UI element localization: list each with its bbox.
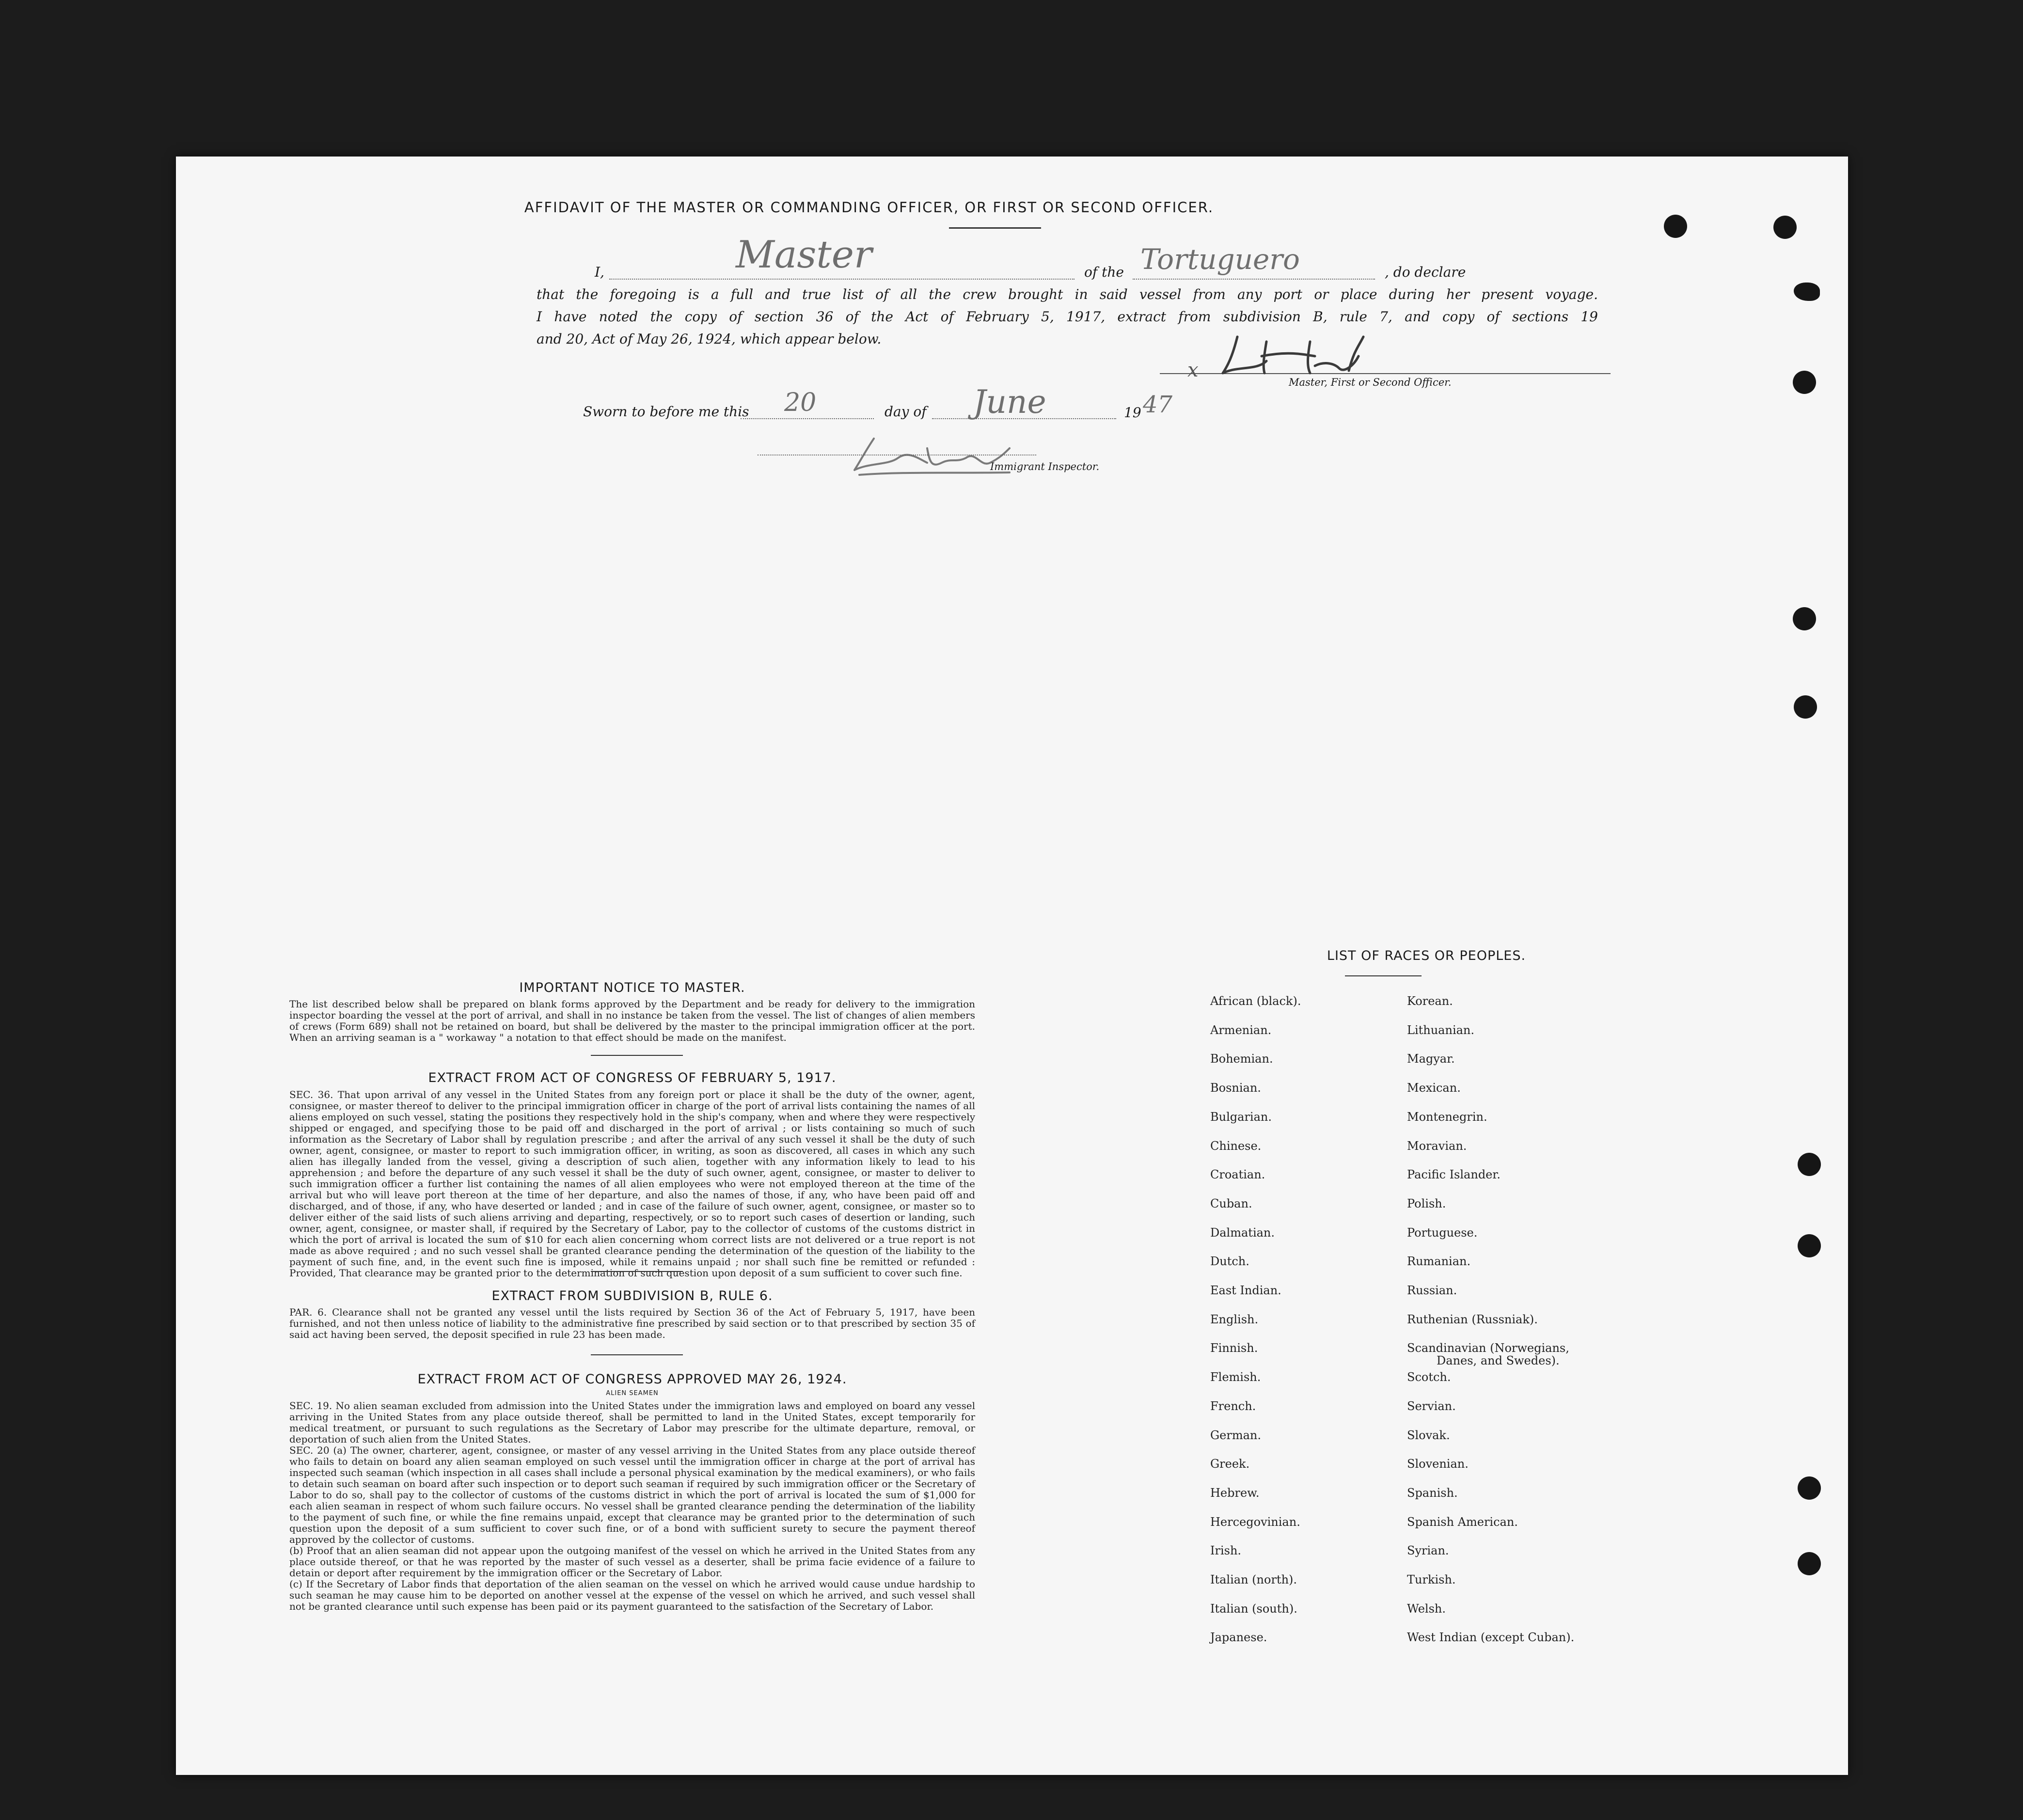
notice-text: The list described below shall be prepared on blank forms approved by the Department and be ready for delivery to the immigration inspector boarding the vessel at the port of arrival, and shall in no instance be taken from the vessel. The list of changes of alien members of crews (Form 689) shall not be retained on board, but shall be delivered by the master to the principal immigration officer at the port. When an arriving seaman is a " workaway " a notation to that effect should be made on the manifest.	[289, 998, 979, 1043]
extract-rule6-text: PAR. 6. Clearance shall not be granted any vessel until the lists required by Section 36 of the Act of February 5, 1917, have been furnished, and not then unless notice of liability to the administrative fine prescribed by said section or to that prescribed by section 35 of said act having been served, the deposit specified in rule 23 has been made.	[289, 1306, 979, 1340]
race-item: Flemish.	[1210, 1370, 1261, 1384]
race-item: Polish.	[1407, 1196, 1446, 1210]
race-item: Scandinavian (Norwegians, Danes, and Swedes).	[1407, 1341, 1569, 1368]
handwritten-year: 47	[1143, 391, 1173, 418]
punch-hole	[1773, 216, 1797, 239]
name-line	[609, 279, 1075, 280]
inspector-label: Immigrant Inspector.	[990, 461, 1100, 472]
race-item: Portuguese.	[1407, 1225, 1478, 1239]
punch-hole	[1794, 695, 1817, 719]
master-label: Master, First or Second Officer.	[1289, 377, 1452, 388]
punch-hole	[1793, 371, 1816, 394]
race-item: Cuban.	[1210, 1196, 1252, 1210]
race-item: Italian (south).	[1210, 1601, 1297, 1616]
section-rule	[591, 1055, 683, 1056]
race-item: Bosnian.	[1210, 1081, 1261, 1095]
sworn-day-line	[741, 418, 874, 419]
extract-1924-title: EXTRACT FROM ACT OF CONGRESS APPROVED MAY 26, 1924.	[417, 1372, 847, 1387]
races-title: LIST OF RACES OR PEOPLES.	[1327, 948, 1526, 963]
document-page	[176, 157, 1848, 1775]
race-item: Slovak.	[1407, 1428, 1450, 1442]
section-rule	[591, 1354, 683, 1355]
handwritten-name: Master	[736, 233, 872, 277]
race-item: German.	[1210, 1428, 1261, 1442]
extract-1917-text: SEC. 36. That upon arrival of any vessel in the United States from any foreign port or place it shall be the duty of the owner, agent, consignee, or master thereof to deliver to the principal immigration officer in charge of the port of arrival lists containing the names of all aliens employed on such vessel, stating the positions they respectively hold in the ship's company, when and where they were respectively shipped or engaged, and specifying those to be paid off and discharged in the port of arrival ; or lists containing so much of such information as the Secretary of Labor shall by regulation prescribe ; and after the arrival of any such vessel it shall be the duty of such owner, agent, consignee, or master to report to such immigration officer, in writing, as soon as discovered, all cases in which any such alien has illegally landed from the vessel, giving a description of such alien, together with any information likely to lead to his apprehension ; and before the departure of any such vessel it shall be the duty of such owner, agent, consignee, or master to deliver to such immigration officer a further list containing the names of all alien employees who were not employed thereon at the time of the arrival but who will leave port thereon at the time of her departure, and also the names of those, if any, who have been paid off and discharged, and of those, if any, who have deserted or landed ; and in case of the failure of such owner, agent, consignee, or master so to deliver either of the said lists of such aliens arriving and departing, respectively, or so to report such cases of desertion or landing, such owner, agent, consignee, or master shall, if required by the Secretary of Labor, pay to the collector of customs of the customs district in which the port of arrival is located the sum of $10 for each alien concerning whom correct lists are not delivered or a true report is not made as above required ; and no such vessel shall be granted clearance pending the determination of the question of the liability to the payment of such fine, and, in the event such fine is imposed, while it remains unpaid ; nor shall such fine be remitted or refunded : Provided, That clearance may be granted prior to the determination of such question upon deposit of a sum sufficient to cover such fine.	[289, 1089, 979, 1279]
race-item: Finnish.	[1210, 1341, 1258, 1355]
handwritten-day: 20	[784, 388, 817, 417]
race-item: Bulgarian.	[1210, 1110, 1272, 1124]
punch-hole	[1798, 1234, 1821, 1257]
race-item: East Indian.	[1210, 1284, 1281, 1297]
affidavit-declaration	[537, 261, 1598, 350]
extract-1924-text: SEC. 19. No alien seaman excluded from admission into the United States under the immigration laws and employed on board any vessel arriving in the United States from any place outside thereof, shall be permitted to land in the United States, except temporarily for medical treatment, or pursuant to such regulations as the Secretary of Labor may prescribe for the ultimate departure, removal, or deportation of such alien from the United States. SEC. 20 (a) The owner, charterer, agent, consignee, or master of any vessel arriving in the United States from any place outside thereof who fails to detain on board any alien seaman employed on such vessel until the immigration officer in charge at the port of arrival has inspected such seaman (which inspection in all cases shall include a personal physical examination by the medical examiners), or who fails to detain such seaman on board after such inspection or to deport such seaman if required by such immigration officer or the Secretary of Labor to do so, shall pay to the collector of customs of the customs district in which the port of arrival is located the sum of $1,000 for each alien seaman in respect of whom such failure occurs. No vessel shall be granted clearance pending the determination of the liability to the payment of such fine, or while the fine remains unpaid, except that clearance may be granted prior to the determination of such question upon the deposit of a sum sufficient to cover such fine, or of a bond with sufficient surety to secure the payment thereof approved by the collector of customs. (b) Proof that an alien seaman did not appear upon the outgoing manifest of the vessel on which he arrived in the United States from any place outside thereof, or that he was reported by the master of such vessel as a deserter, shall be prima facie evidence of a failure to detain or deport after requirement by the immigration officer or the Secretary of Labor. (c) If the Secretary of Labor finds that deportation of the alien seaman on the vessel on which he arrived would cause undue hardship to such seaman he may cause him to be deported on another vessel at the expense of the vessel on which he arrived, and such vessel shall not be granted clearance until such expense has been paid or its payment guaranteed to the satisfaction of the Secretary of Labor.	[289, 1400, 975, 1612]
race-item: Ruthenian (Russniak).	[1407, 1312, 1538, 1326]
race-item: Welsh.	[1407, 1601, 1446, 1616]
race-item: Syrian.	[1407, 1544, 1449, 1558]
punch-hole	[1664, 215, 1687, 238]
punch-hole	[1798, 1552, 1821, 1575]
race-item: Turkish.	[1407, 1573, 1456, 1586]
race-item: Dutch.	[1210, 1255, 1249, 1269]
x-mark: x	[1187, 359, 1199, 381]
race-item: Hercegovinian.	[1210, 1515, 1300, 1529]
race-item: Irish.	[1210, 1544, 1242, 1558]
race-item: Armenian.	[1210, 1023, 1272, 1037]
notice-title: IMPORTANT NOTICE TO MASTER.	[519, 980, 745, 995]
punch-hole	[1793, 607, 1816, 630]
section-rule	[591, 1271, 683, 1272]
race-item: Russian.	[1407, 1284, 1457, 1297]
vessel-line	[1133, 279, 1375, 280]
handwritten-vessel: Tortuguero	[1140, 243, 1300, 276]
year-prefix: 19	[1124, 405, 1141, 421]
sworn-label: Sworn to before me this	[583, 404, 749, 420]
extract-1917-title: EXTRACT FROM ACT OF CONGRESS OF FEBRUARY 5, 1917.	[428, 1070, 837, 1085]
extract-rule6-title: EXTRACT FROM SUBDIVISION B, RULE 6.	[491, 1288, 773, 1303]
race-item: Montenegrin.	[1407, 1110, 1487, 1124]
race-item: Italian (north).	[1210, 1573, 1297, 1586]
day-of-label: day of	[885, 404, 927, 420]
race-item: Spanish.	[1407, 1486, 1458, 1500]
race-item: Servian.	[1407, 1399, 1456, 1413]
title-rule	[949, 227, 1041, 229]
race-item: Croatian.	[1210, 1168, 1265, 1182]
race-item: Dalmatian.	[1210, 1225, 1275, 1239]
punch-hole	[1798, 1476, 1821, 1500]
race-item: Scotch.	[1407, 1370, 1451, 1384]
race-item: French.	[1210, 1399, 1256, 1413]
race-item: Bohemian.	[1210, 1052, 1273, 1066]
race-item: Mexican.	[1407, 1081, 1461, 1095]
do-declare-label: , do declare	[1385, 264, 1466, 280]
affidavit-title: AFFIDAVIT OF THE MASTER OR COMMANDING OFFICER, OR FIRST OR SECOND OFFICER.	[524, 199, 1214, 216]
punch-hole	[1798, 1153, 1821, 1176]
of-the-label: of the	[1084, 264, 1124, 280]
race-item: Pacific Islander.	[1407, 1168, 1501, 1182]
race-item: West Indian (except Cuban).	[1407, 1631, 1575, 1645]
race-item: Slovenian.	[1407, 1457, 1469, 1471]
race-item: Greek.	[1210, 1457, 1250, 1471]
race-item: Lithuanian.	[1407, 1023, 1475, 1037]
race-item: Magyar.	[1407, 1052, 1455, 1066]
declaration-line-2: I have noted the copy of section 36 of the Act of February 5, 1917, extract from subdivision B, rule 7, and copy of sections 19	[537, 309, 1598, 325]
race-item: Chinese.	[1210, 1139, 1262, 1153]
handwritten-month: June	[973, 383, 1046, 421]
declaration-line-3: and 20, Act of May 26, 1924, which appear below.	[537, 331, 882, 347]
race-item: Korean.	[1407, 994, 1453, 1008]
i-label: I,	[595, 264, 604, 280]
race-item: Moravian.	[1407, 1139, 1467, 1153]
declaration-line-1: that the foregoing is a full and true list of all the crew brought in said vessel from any port or place during her present voyage.	[537, 286, 1598, 302]
race-item: English.	[1210, 1312, 1259, 1326]
inspector-signature	[845, 429, 1029, 482]
race-item: African (black).	[1210, 994, 1301, 1008]
races-title-rule	[1345, 975, 1422, 976]
race-item: Rumanian.	[1407, 1255, 1471, 1269]
race-item: Japanese.	[1210, 1631, 1267, 1645]
race-item: Hebrew.	[1210, 1486, 1260, 1500]
race-item: Spanish American.	[1407, 1515, 1518, 1529]
punch-hole	[1794, 282, 1820, 301]
extract-1924-subtitle: ALIEN SEAMEN	[606, 1390, 659, 1397]
